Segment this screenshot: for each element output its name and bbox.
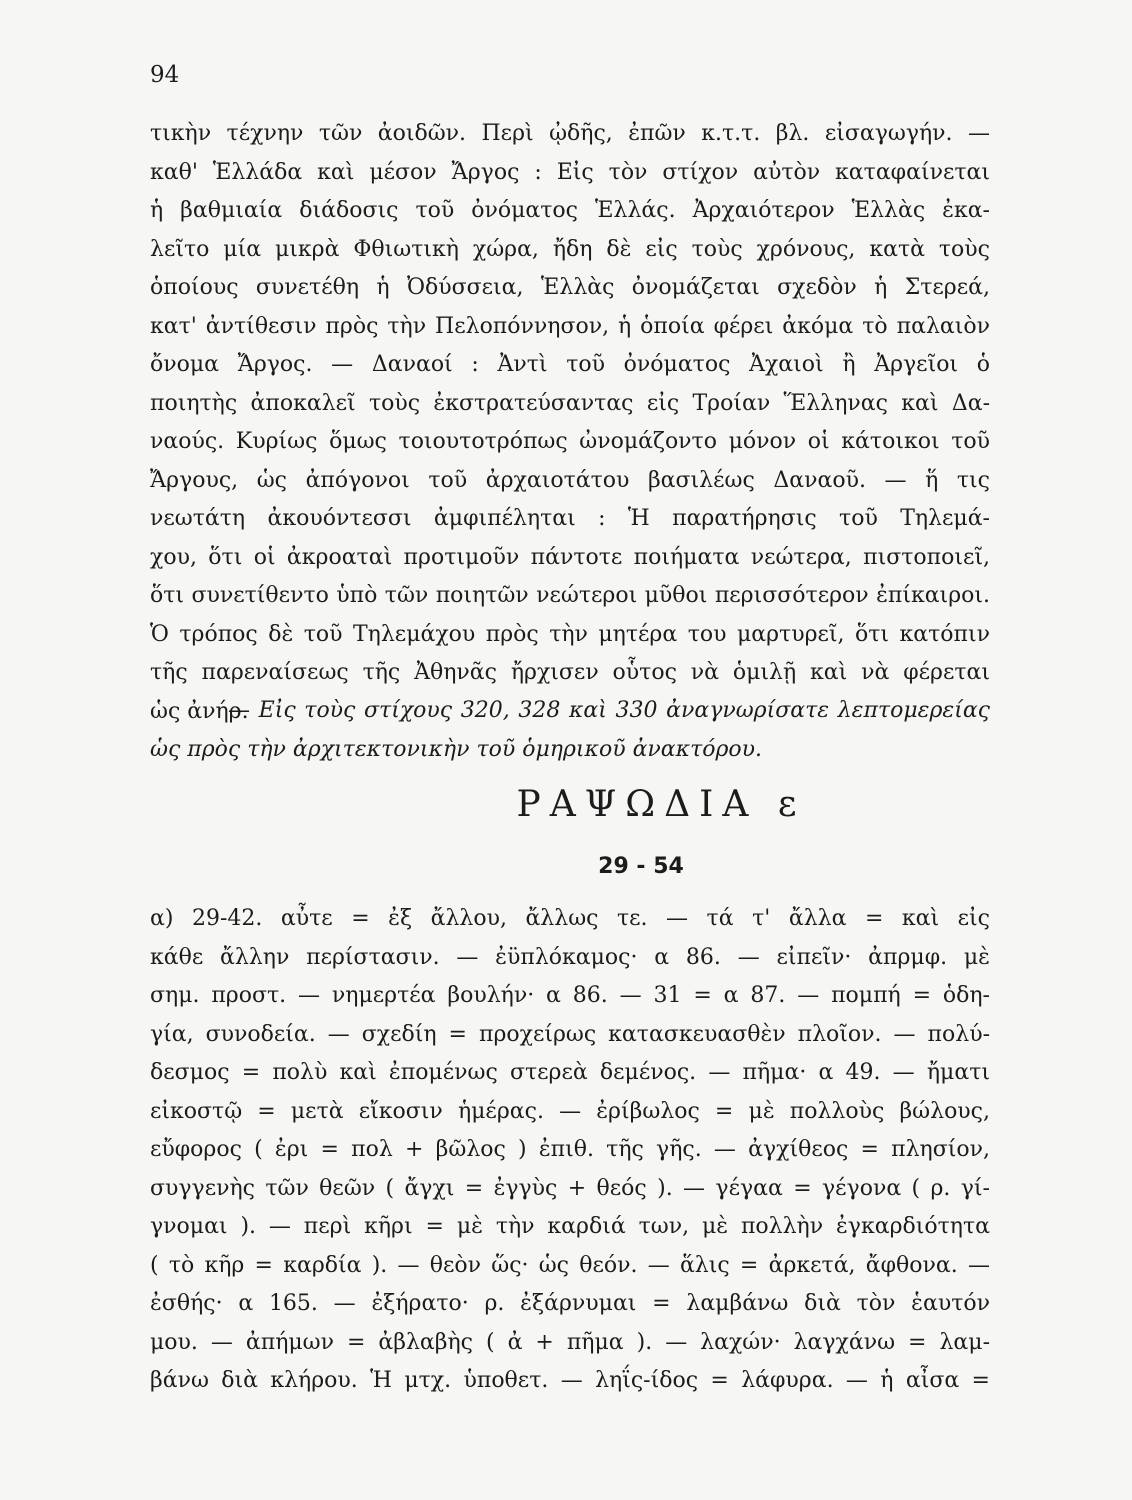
glossary-line: συγγενὴς τῶν θεῶν ( ἄγχι = ἐγγὺς + θεός ). — γέγαα = γέγονα ( ρ. γί- [150,1175,990,1201]
text-line: καθ' Ἑλλάδα καὶ μέσον Ἄργος : Εἰς τὸν στίχον αὐτὸν καταφαίνεται [150,159,990,185]
text-line: Ἄργους, ὡς ἀπόγονοι τοῦ ἀρχαιοτάτου βασιλέως Δαναοῦ. — ἥ τις [150,467,990,493]
commentary-block [150,115,990,731]
glossary-line: εὔφορος ( ἐρι = πολ + βῶλος ) ἐπιθ. τῆς γῆς. — ἀγχίθεος = πλησίον, [150,1137,990,1162]
text-line: τικὴν τέχνην τῶν ἀοιδῶν. Περὶ ᾠδῆς, ἐπῶν κ.τ.τ. βλ. εἰσαγωγήν. — [150,121,990,146]
text-line: ὅτι συνετίθεντο ὑπὸ τῶν ποιητῶν νεώτεροι μῦθοι περισσότερον ἐπίκαιροι. [150,583,990,608]
text-line: ἡ βαθμιαία διάδοσις τοῦ ὀνόματος Ἑλλάς. Ἀρχαιότερον Ἑλλὰς ἐκα- [150,198,990,223]
text-line: Ὁ τρόπος δὲ τοῦ Τηλεμάχου πρὸς τὴν μητέρα του μαρτυρεῖ, ὅτι κατόπιν [150,621,990,647]
glossary-block [150,900,990,1401]
text-line: ὁποίους συνετέθη ἡ Ὀδύσσεια, Ἑλλὰς ὀνομάζεται σχεδὸν ἡ Στερεά, [150,275,990,300]
text-line: ποιητὴς ἀποκαλεῖ τοὺς ἐκστρατεύσαντας εἰς Τροίαν Ἕλληνας καὶ Δα- [150,390,990,416]
exercise-block [150,692,990,769]
rhapsody-title: ΡΑΨΩΔΙΑ ε [516,784,806,825]
glossary-line: α) 29-42. αὖτε = ἐξ ἄλλου, ἄλλως τε. — τά τ' ἄλλα = καὶ εἰς [150,906,990,931]
text-line: νεωτάτη ἀκουόντεσσι ἀμφιπέληται : Ἡ παρατήρησις τοῦ Τηλεμά- [150,506,990,531]
glossary-line: σημ. προστ. — νημερτέα βουλήν· α 86. — 31 = α 87. — πομπή = ὁδη- [150,983,990,1008]
rhapsody-verse-range: 29 - 54 [598,854,684,879]
glossary-line: μου. — ἀπήμων = ἀβλαβὴς ( ἀ + πῆμα ). — λαχών· λαγχάνω = λαμ- [150,1329,990,1355]
glossary-line: γνομαι ). — περὶ κῆρι = μὲ τὴν καρδιά των, μὲ πολλὴν ἐγκαρδιότητα [150,1214,990,1239]
glossary-line: δεσμος = πολὺ καὶ ἐπομένως στερεὰ δεμένος. — πῆμα· α 49. — ἤματι [150,1060,990,1085]
text-line: κατ' ἀντίθεσιν πρὸς τὴν Πελοπόννησον, ἡ ὁποία φέρει ἀκόμα τὸ παλαιὸν [150,313,990,339]
exercise-line: ὡς πρὸς τὴν ἀρχιτεκτονικὴν τοῦ ὁμηρικοῦ ἀνακτόρου. [150,736,763,762]
text-line: ὄνομα Ἄργος. — Δαναοί : Ἀντὶ τοῦ ὀνόματος Ἀχαιοὶ ἢ Ἀργεῖοι ὁ [150,352,990,377]
text-line: τῆς παρεναίσεως τῆς Ἀθηνᾶς ἤρχισεν οὗτος νὰ ὁμιλῇ καὶ νὰ φέρεται [150,660,990,685]
text-line: χου, ὅτι οἱ ἀκροαταὶ προτιμοῦν πάντοτε ποιήματα νεώτερα, πιστοποιεῖ, [150,544,990,570]
glossary-line: ἐσθής· α 165. — ἐξήρατο· ρ. ἐξάρνυμαι = λαμβάνω διὰ τὸν ἑαυτόν [150,1291,990,1316]
glossary-line: εἰκοστῷ = μετὰ εἴκοσιν ἡμέρας. — ἐρίβωλος = μὲ πολλοὺς βώλους, [150,1098,990,1124]
glossary-line: βάνω διὰ κλήρου. Ἡ μτχ. ὑποθετ. — ληΐς-ίδος = λάφυρα. — ἡ αἶσα = [150,1368,990,1393]
text-line: λεῖτο μία μικρὰ Φθιωτικὴ χώρα, ἤδη δὲ εἰς τοὺς χρόνους, κατὰ τοὺς [150,236,990,262]
text-line: ναούς. Κυρίως ὅμως τοιουτοτρόπως ὠνομάζοντο μόνον οἱ κάτοικοι τοῦ [150,429,990,454]
exercise-line: — Εἰς τοὺς στίχους 320, 328 καὶ 330 ἀναγνωρίσατε λεπτομερείας [228,698,990,723]
glossary-line: κάθε ἄλλην περίστασιν. — ἐϋπλόκαμος· α 86. — εἰπεῖν· ἀπρμφ. μὲ [150,944,990,970]
glossary-line: γία, συνοδεία. — σχεδίη = προχείρως κατασκευασθὲν πλοῖον. — πολύ- [150,1021,990,1047]
page-number: 94 [150,62,180,88]
text-line: ὡς ἀνήρ. [150,698,249,724]
glossary-line: ( τὸ κῆρ = καρδία ). — θεὸν ὥς· ὡς θεόν. — ἅλις = ἀρκετά, ἄφθονα. — [150,1252,990,1278]
